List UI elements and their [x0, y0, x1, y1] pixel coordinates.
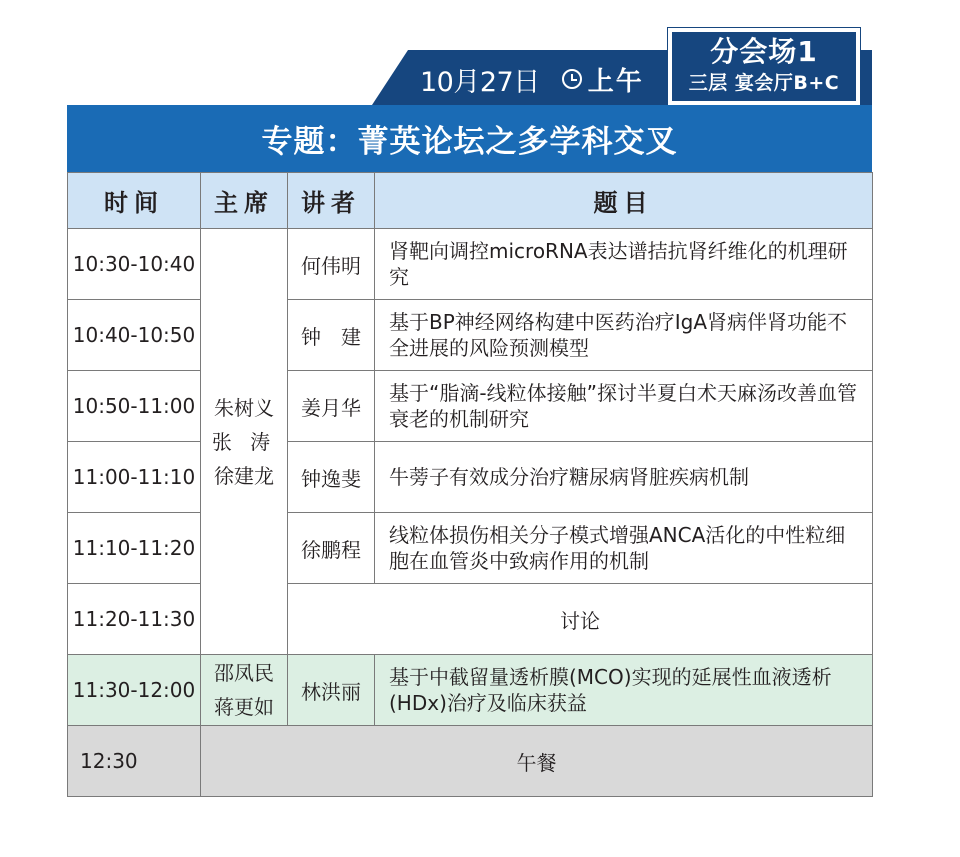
clock-icon — [562, 69, 582, 89]
table-row — [68, 371, 873, 442]
table-row — [68, 229, 873, 300]
time-cell: 11:00-11:10 — [68, 442, 201, 513]
speaker-cell: 钟逸斐 — [288, 442, 375, 513]
topic-cell: 肾靶向调控microRNA表达谱拮抗肾纤维化的机理研究 — [375, 229, 873, 300]
venue-location: 三层 宴会厅B+C — [688, 72, 840, 94]
chair-name: 徐建龙 — [214, 463, 274, 488]
venue-name: 分会场1 — [710, 35, 818, 68]
speaker-cell: 姜月华 — [288, 371, 375, 442]
time-cell: 11:30-12:00 — [68, 655, 201, 726]
topic-cell: 基于BP神经网络构建中医药治疗IgA肾病伴肾功能不全进展的风险预测模型 — [375, 300, 873, 371]
discussion-cell: 讨论 — [288, 584, 873, 655]
speaker-name: 钟建 — [301, 324, 381, 349]
table-row — [68, 584, 873, 655]
topic-cell: 基于“脂滴-线粒体接触”探讨半夏白术天麻汤改善血管衰老的机制研究 — [375, 371, 873, 442]
speaker-cell — [288, 300, 381, 371]
chair-name: 邵凤民 — [214, 661, 274, 685]
time-cell: 10:50-11:00 — [68, 371, 201, 442]
time-cell: 12:30 — [68, 726, 201, 797]
table-row — [68, 726, 873, 797]
table-row — [68, 442, 873, 513]
column-header-chair: 主席 — [201, 173, 288, 229]
topic-cell: 牛蒡子有效成分治疗糖尿病肾脏疾病机制 — [375, 442, 873, 513]
topic-cell: 基于中截留量透析膜(MCO)实现的延展性血液透析(HDx)治疗及临床获益 — [375, 655, 873, 726]
table-header-row — [68, 173, 873, 229]
table-row — [68, 513, 873, 584]
column-header-topic: 题目 — [375, 173, 873, 229]
table-row — [68, 300, 873, 371]
session-title: 专题：菁英论坛之多学科交叉 — [67, 105, 872, 172]
chair-cell — [201, 229, 288, 655]
column-header-time: 时间 — [68, 173, 201, 229]
speaker-cell: 何伟明 — [288, 229, 375, 300]
chair-name: 朱树义 — [214, 395, 274, 420]
chair-name: 张 涛 — [211, 429, 277, 454]
session-date: 10月27日 — [420, 66, 540, 98]
time-cell: 10:30-10:40 — [68, 229, 201, 300]
lunch-cell: 午餐 — [201, 726, 873, 797]
date-period-group — [420, 57, 670, 101]
topic-cell: 线粒体损伤相关分子模式增强ANCA活化的中性粒细胞在血管炎中致病作用的机制 — [375, 513, 873, 584]
chair-cell — [201, 655, 288, 726]
time-cell: 11:10-11:20 — [68, 513, 201, 584]
session-period: 上午 — [587, 66, 644, 97]
schedule-table — [67, 172, 873, 797]
column-header-speaker: 讲者 — [288, 173, 375, 229]
speaker-cell: 徐鹏程 — [288, 513, 375, 584]
chair-name: 蒋更如 — [214, 695, 274, 719]
time-cell: 10:40-10:50 — [68, 300, 201, 371]
time-cell: 11:20-11:30 — [68, 584, 201, 655]
venue-box — [668, 28, 860, 105]
speaker-cell: 林洪丽 — [288, 655, 375, 726]
table-row — [68, 655, 873, 726]
